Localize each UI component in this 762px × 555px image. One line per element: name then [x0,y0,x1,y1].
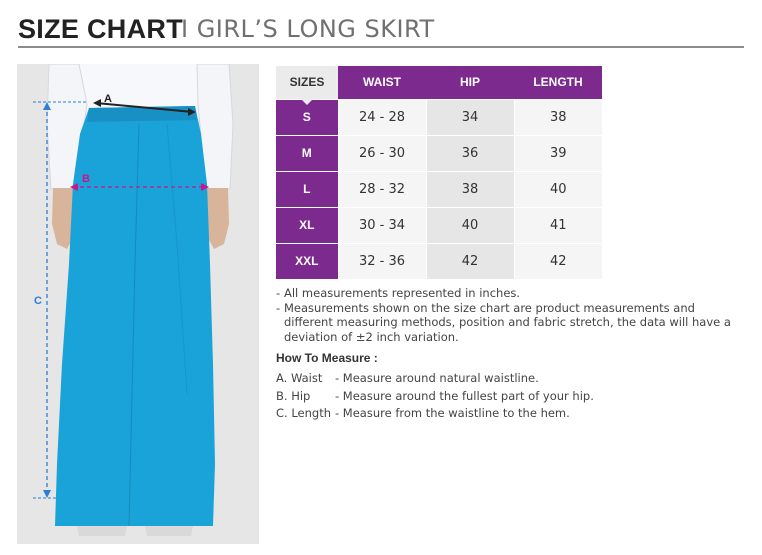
length-cell: 38 [514,99,602,135]
hip-cell: 36 [426,135,514,171]
title-bar [18,12,744,48]
header-sizes: SIZES [276,66,338,99]
length-cell: 40 [514,171,602,207]
length-cell: 42 [514,243,602,279]
hip-cell: 42 [426,243,514,279]
how-to-measure [276,351,746,423]
header-length: LENGTH [514,66,602,99]
note-text: Measurements shown on the size chart are product measurements and different measuring methods, position and fabric stretch, the data will have a deviation of ±2 inch variation. [284,300,731,344]
size-cell: XXL [276,243,338,279]
header-waist: WAIST [338,66,426,99]
size-cell: XL [276,207,338,243]
table-row [276,99,602,135]
table-row [276,207,602,243]
skirt-figure-image [17,64,259,544]
table-row [276,135,602,171]
size-cell: S [276,99,338,135]
waist-cell: 26 - 30 [338,135,426,171]
skirt-waistband [87,106,197,122]
how-to-item [276,370,746,388]
how-to-desc: - Measure around the fullest part of your hip. [335,388,594,403]
size-cell: M [276,135,338,171]
page-subtitle: I GIRL’S LONG SKIRT [181,15,435,43]
size-table [276,66,602,279]
note-text: All measurements represented in inches. [284,286,521,300]
how-to-desc: - Measure from the waistline to the hem. [335,406,570,420]
how-to-label: A. Waist [276,371,323,385]
hip-cell: 40 [426,207,514,243]
note-bullet: - [276,300,281,315]
how-to-item [276,388,746,406]
skirt-illustration [17,64,259,544]
hip-cell: 38 [426,171,514,207]
size-cell: L [276,171,338,207]
length-cell: 41 [514,207,602,243]
how-to-item [276,405,746,423]
note-bullet: - [276,286,281,300]
header-hip: HIP [426,66,514,99]
right-foot [145,526,193,536]
length-label: C [34,295,42,307]
how-to-label: B. Hip [276,388,311,403]
table-row [276,243,602,279]
hip-cell: 34 [426,99,514,135]
note-item [276,301,746,345]
left-foot [77,526,127,536]
measurement-notes [276,286,746,344]
hip-label: B [82,173,90,185]
waist-cell: 30 - 34 [338,207,426,243]
how-to-label: C. Length [276,406,332,420]
waist-cell: 24 - 28 [338,99,426,135]
table-header-row [276,66,602,99]
waist-label: A [104,93,112,105]
waist-cell: 28 - 32 [338,171,426,207]
note-item [276,286,746,301]
how-to-desc: - Measure around natural waistline. [335,371,539,385]
table-row [276,171,602,207]
how-to-measure-title: How To Measure : [276,351,378,365]
skirt [55,106,215,526]
length-cell: 39 [514,135,602,171]
waist-cell: 32 - 36 [338,243,426,279]
page-title: SIZE CHART [18,14,183,44]
